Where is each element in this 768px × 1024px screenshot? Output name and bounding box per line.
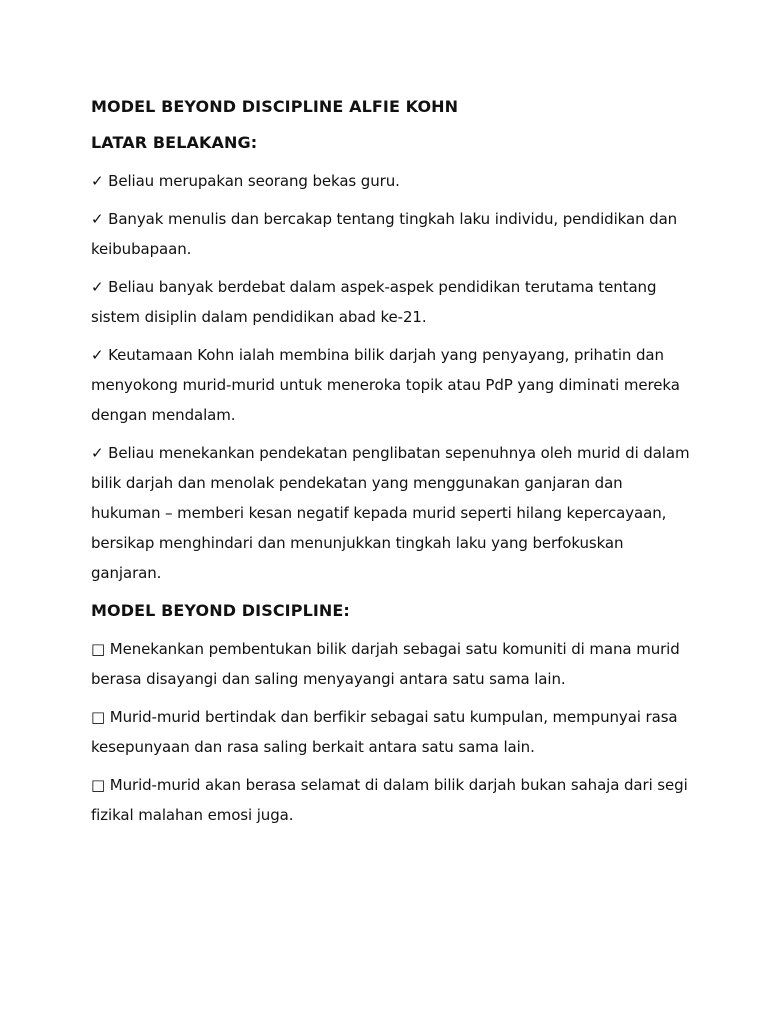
list-item: [91, 438, 691, 588]
check-icon: ✓: [91, 444, 104, 462]
section-heading-model-beyond-discipline: MODEL BEYOND DISCIPLINE:: [91, 601, 350, 620]
list-item-text: Beliau merupakan seorang bekas guru.: [108, 172, 400, 190]
list-item: [91, 634, 691, 694]
check-icon: ✓: [91, 346, 104, 364]
list-item-text: Murid-murid akan berasa selamat di dalam bilik darjah bukan sahaja dari segi fizikal malahan emosi juga.: [91, 776, 688, 824]
list-item: [91, 166, 691, 196]
section-heading-latar-belakang: LATAR BELAKANG:: [91, 133, 258, 152]
check-icon: ✓: [91, 278, 104, 296]
list-item: [91, 340, 691, 430]
box-icon: □: [91, 640, 106, 658]
list-item-text: Murid-murid bertindak dan berfikir sebagai satu kumpulan, mempunyai rasa kesepunyaan dan rasa saling berkait antara satu sama lain.: [91, 708, 678, 756]
list-item: [91, 272, 691, 332]
list-item-text: Keutamaan Kohn ialah membina bilik darjah yang penyayang, prihatin dan menyokong murid-murid untuk meneroka topik atau PdP yang diminati mereka dengan mendalam.: [91, 346, 680, 424]
list-item-text: Beliau banyak berdebat dalam aspek-aspek pendidikan terutama tentang sistem disiplin dalam pendidikan abad ke-21.: [91, 278, 657, 326]
list-item-text: Menekankan pembentukan bilik darjah sebagai satu komuniti di mana murid berasa disayangi dan saling menyayangi antara satu sama lain.: [91, 640, 680, 688]
page-title: MODEL BEYOND DISCIPLINE ALFIE KOHN: [91, 97, 459, 116]
list-item: [91, 204, 691, 264]
box-icon: □: [91, 776, 106, 794]
check-icon: ✓: [91, 172, 104, 190]
document-content: [91, 94, 691, 838]
check-icon: ✓: [91, 210, 104, 228]
list-item-text: Beliau menekankan pendekatan penglibatan sepenuhnya oleh murid di dalam bilik darjah dan menolak pendekatan yang menggunakan ganjaran dan hukuman – memberi kesan negatif kepada murid seperti hilang kepercayaan, bersikap menghindari dan menunjukkan tingkah laku yang berfokuskan ganjaran.: [91, 444, 690, 582]
list-item: [91, 702, 691, 762]
box-icon: □: [91, 708, 106, 726]
list-item: [91, 770, 691, 830]
list-item-text: Banyak menulis dan bercakap tentang tingkah laku individu, pendidikan dan keibubapaan.: [91, 210, 678, 258]
